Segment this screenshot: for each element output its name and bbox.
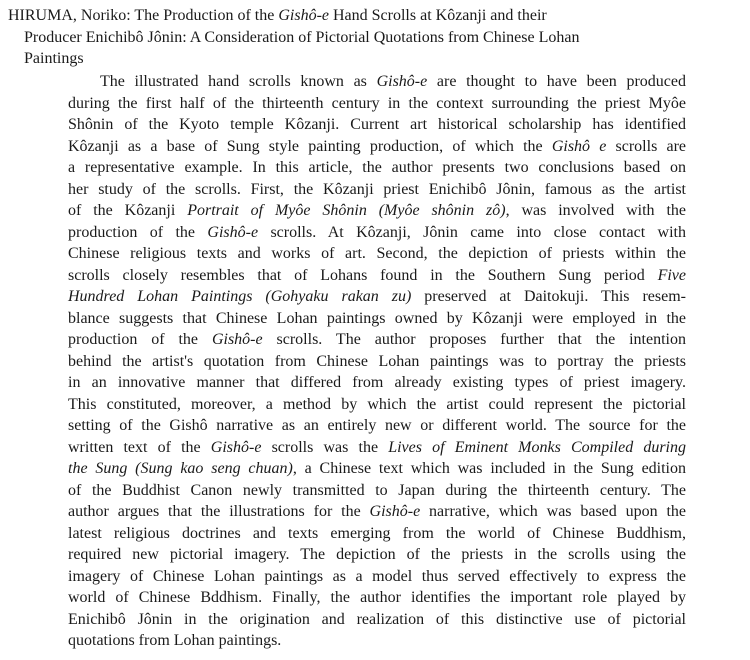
article-title: [8, 5, 698, 70]
abstract-line: in an innovative manner that differed from already existing types of priest imagery.: [68, 374, 686, 391]
title-line: HIRUMA, Noriko: The Production of the Gishô-e Hand Scrolls at Kôzanji and their: [8, 7, 547, 24]
abstract-line: Kôzanji as a base of Sung style painting production, of which the Gishô e scrolls are: [68, 137, 687, 155]
abstract-line: setting of the Gishô narrative as an entirely new or different world. The source for the: [68, 417, 686, 434]
abstract-line: production of the Gishô-e scrolls. The author proposes further that the intention: [68, 331, 686, 348]
abstract-line: her study of the scrolls. First, the Kôzanji priest Enichibô Jônin, famous as the artist: [68, 180, 686, 198]
abstract-line: production of the Gishô-e scrolls. At Kôzanji, Jônin came into close contact with: [68, 223, 686, 241]
abstract-line: Hundred Lohan Paintings (Gohyaku rakan zu) preserved at Daitokuji. This resem-: [68, 288, 686, 305]
abstract-line: during the first half of the thirteenth century in the context surrounding the priest Myôe: [68, 94, 686, 112]
abstract-line: world of Chinese Bddhism. Finally, the author identifies the important role played by: [68, 589, 686, 606]
abstract-line: the Sung (Sung kao seng chuan), a Chinese text which was included in the Sung edition: [68, 460, 687, 477]
abstract-line: This constituted, moreover, a method by which the artist could represent the pictorial: [68, 395, 686, 413]
abstract-line: The illustrated hand scrolls known as Gishô-e are thought to have been produced: [100, 73, 686, 90]
abstract-line: Shônin of the Kyoto temple Kôzanji. Current art historical scholarship has identified: [68, 116, 686, 133]
abstract-line: imagery of Chinese Lohan paintings as a model thus served effectively to express the: [68, 567, 686, 585]
abstract-line: scrolls closely resembles that of Lohans found in the Southern Sung period Five: [68, 266, 686, 284]
abstract-line: quotations from Lohan paintings.: [68, 632, 282, 649]
abstract-line: required new pictorial imagery. The depiction of the priests in the scrolls using the: [68, 546, 686, 563]
title-line: Producer Enichibô Jônin: A Consideration of Pictorial Quotations from Chinese Lohan: [24, 28, 580, 46]
abstract-line: blance suggests that Chinese Lohan paintings owned by Kôzanji were employed in the: [68, 309, 686, 327]
abstract-line: of the Kôzanji Portrait of Myôe Shônin (Myôe shônin zô), was involved with the: [68, 202, 686, 219]
abstract-line: latest religious doctrines and texts emerging from the world of Chinese Buddhism,: [68, 524, 686, 542]
abstract-line: author argues that the illustrations for the Gishô-e narrative, which was based upon the: [68, 503, 687, 520]
abstract-line: of the Buddhist Canon newly transmitted to Japan during the thirteenth century. The: [68, 481, 686, 499]
abstract-line: Enichibô Jônin in the origination and realization of this distinctive use of pictorial: [68, 610, 686, 628]
abstract-line: behind the artist's quotation from Chinese Lohan paintings was to portray the priests: [68, 352, 686, 370]
abstract-paragraph: [68, 71, 686, 652]
abstract-line: Chinese religious texts and works of art. Second, the depiction of priests within the: [68, 245, 686, 262]
title-line: Paintings: [24, 50, 84, 67]
abstract-line: written text of the Gishô-e scrolls was the Lives of Eminent Monks Compiled during: [68, 438, 687, 456]
abstract-line: a representative example. In this article, the author presents two conclusions based on: [68, 159, 686, 176]
